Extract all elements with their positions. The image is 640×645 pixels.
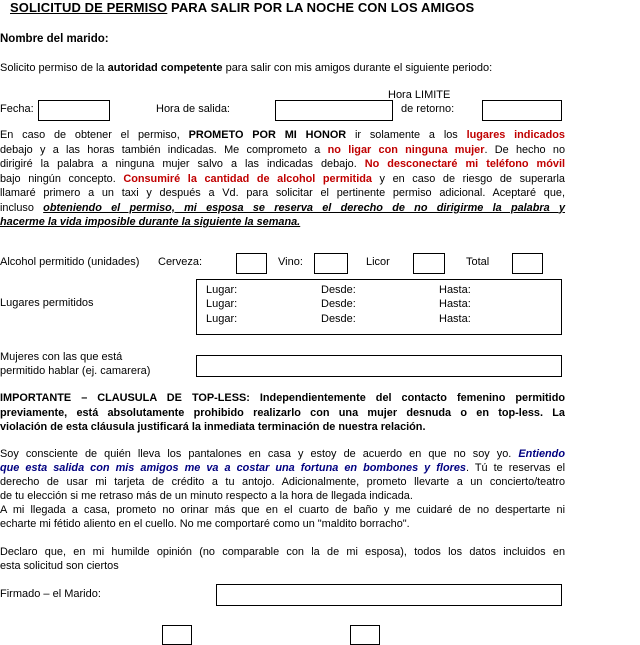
total-label: Total [466, 256, 490, 268]
place-row-2-hasta: Hasta: [439, 298, 471, 310]
place-row-2-desde: Desde: [321, 298, 356, 310]
declaration-paragraph: Declaro que, en mi humilde opinión (no comparable con la de mi esposa), todos los datos incluidos en esta solicitud son ciertos [0, 546, 565, 572]
bottom-field-left[interactable] [162, 625, 192, 645]
bottom-field-right[interactable] [350, 625, 380, 645]
promise-paragraph: En caso de obtener el permiso, PROMETO POR MI HONOR ir solamente a los lugares indicados debajo y a las horas también indicadas. Me comprometo a no ligar con ninguna mujer. De hecho no dirigiré la palabra a ninguna mujer salvo a las indicadas debajo. No desconectaré mi teléfono móvil bajo ningún concepto. Consumiré la cantidad de alcohol permitida y en caso de riesgo de superarla llamaré primero a un taxi y después a Vd. para solicitar el pertinente permiso adicional. Aceptaré que, incluso obteniendo el permiso, mi esposa se reserva el derecho de no dirigirme la palabra y hacerme la vida imposible durante la siguiente la semana. [0, 129, 566, 228]
vino-label: Vino: [278, 256, 303, 268]
hora-salida-field[interactable] [275, 100, 393, 121]
place-row-2-lugar: Lugar: [206, 298, 238, 310]
women-label-line2: permitido hablar (ej. camarera) [0, 365, 151, 377]
fecha-field[interactable] [38, 100, 110, 121]
conscious-paragraph: Soy consciente de quién lleva los pantalones en casa y estoy de acuerdo en que no soy yo. Entiendo que esta salida con mis amigos me va a costar una fortuna en bombones y flores. Tú te reservas el derecho de usar mi tarjeta de crédito a tu antojo. Adicionalmente, prometo llevarte a un concierto/teatro de tu elección si me retraso más de un minuto respecto a la hora de llegada indicada. A mi llegada a casa, prometo no orinar más que en el cuarto de baño y me cuidaré de no despertarte ni echarte mi fétido aliento en el cuello. No me comportaré como un "maldito borracho". [0, 448, 565, 530]
alcohol-label: Alcohol permitido (unidades) [0, 256, 140, 268]
women-label-line1: Mujeres con las que está [0, 351, 123, 363]
hora-limite-label-line1: Hora LIMITE [388, 89, 451, 101]
licor-field[interactable] [413, 253, 445, 274]
signature-field[interactable] [216, 584, 562, 606]
places-label: Lugares permitidos [0, 297, 94, 309]
topless-clause: IMPORTANTE – CLAUSULA DE TOP-LESS: Independientemente del contacto femenino permitido previamente, está absolutamente prohibido realizarlo con una mujer desnuda o en top-less. La violación de esta cláusula justificará la inmediata terminación de nuestra relación. [0, 392, 565, 433]
women-field[interactable] [196, 355, 562, 377]
place-row-3-lugar: Lugar: [206, 313, 238, 325]
hora-salida-label: Hora de salida: [156, 103, 230, 115]
cerveza-field[interactable] [236, 253, 267, 274]
title-underlined-part: SOLICITUD DE PERMISO [10, 0, 168, 15]
title-rest: PARA SALIR POR LA NOCHE CON LOS AMIGOS [167, 0, 475, 15]
place-row-3-hasta: Hasta: [439, 313, 471, 325]
page-title [10, 0, 474, 15]
place-row-1-hasta: Hasta: [439, 284, 471, 296]
hora-limite-label-line2: de retorno: [401, 103, 455, 115]
total-field[interactable] [512, 253, 543, 274]
places-box[interactable] [196, 279, 562, 335]
signature-label: Firmado – el Marido: [0, 588, 101, 600]
place-row-3-desde: Desde: [321, 313, 356, 325]
licor-label: Licor [366, 256, 390, 268]
fecha-label: Fecha: [0, 103, 34, 115]
cerveza-label: Cerveza: [158, 256, 203, 268]
vino-field[interactable] [314, 253, 348, 274]
place-row-1-desde: Desde: [321, 284, 356, 296]
request-text: Solicito permiso de la autoridad competente para salir con mis amigos durante el siguiente periodo: [0, 62, 493, 74]
husband-name-label: Nombre del marido: [0, 33, 109, 45]
place-row-1-lugar: Lugar: [206, 284, 238, 296]
hora-limite-field[interactable] [482, 100, 562, 121]
